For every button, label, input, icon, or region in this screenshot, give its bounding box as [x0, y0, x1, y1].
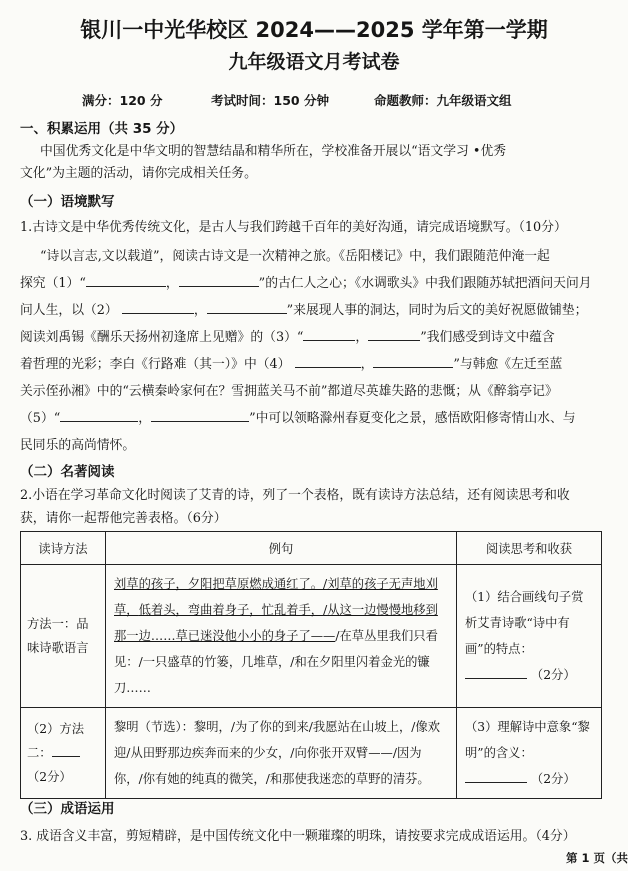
underlined-line: 刘草的孩子，夕阳把草原燃成通红了。/刘草的孩子无声地刈草，	[114, 577, 438, 617]
reflection-prompt: （1）结合画线句子赏析艾青诗歌“诗中有画”的特点：	[465, 590, 584, 656]
intro-line: 中国优秀文化是中华文明的智慧结晶和精华所在，学校准备开展以“语文学习 •优秀	[40, 144, 507, 159]
example-cell	[106, 565, 457, 708]
reflection-prompt: （3）理解诗中意象“黎明”的含义：	[465, 720, 590, 760]
answer-blank[interactable]	[303, 328, 355, 341]
answer-blank[interactable]	[373, 355, 453, 368]
method-label: （2）方法二：	[27, 722, 85, 760]
poem-text: 黎明（节选）：黎明，/为了你的到来/我愿站在山坡上，/像欢迎/从田野那边疾奔而来的少女，/向你张开双臂——/因为你，/你有她的纯真的微笑，/和那使我迷恋的草野的清芬。	[114, 720, 440, 786]
question-3: 3. 成语含义丰富，剪短精辟，是中国传统文化中一颗璀璨的明珠，请按要求完成成语运用。（4分）	[20, 829, 576, 844]
answer-blank[interactable]	[179, 274, 259, 287]
answer-blank[interactable]	[86, 274, 166, 287]
score-note: （2分）	[27, 770, 72, 784]
exam-time: 考试时间：150 分钟	[211, 93, 329, 108]
table-header: 读诗方法	[21, 532, 106, 565]
answer-blank[interactable]	[151, 409, 249, 422]
answer-blank[interactable]	[60, 409, 138, 422]
reading-methods-table	[20, 531, 602, 799]
q1-text-part: 阅读刘禹锡《酬乐天扬州初逢席上见赠》的（3）“	[20, 330, 304, 345]
q1-text-part: ”来展现人事的洞达，同时为后文的美好祝愿做铺垫；	[286, 303, 588, 318]
underlined-line: 低着头，弯曲着身子，忙乱着手，	[138, 603, 324, 617]
underlined-line: /从这一边慢慢地移到那一边……草已迷没他小小的身子了——	[114, 603, 438, 643]
q1-text: “诗以言志,文以载道”，阅读古诗文是一次精神之旅。《岳阳楼记》中，我们跟随范仲淹一起	[40, 249, 550, 264]
section-heading: （一）语境默写	[20, 194, 115, 210]
exam-setter: 命题教师：九年级语文组	[374, 93, 512, 108]
answer-blank[interactable]	[295, 355, 361, 368]
q1-text: 着哲理的光彩；李白《行路难（其一）》中（4） ， ”与韩愈《左迁至蓝	[20, 357, 563, 372]
question-2: 2.小语在学习革命文化时阅读了艾青的诗，列了一个表格，既有读诗方法总结，还有阅读思考和收	[20, 488, 570, 503]
question-2: 获，请你一起帮他完善表格。（6分）	[20, 511, 227, 526]
q1-text-part: 问人生，以（2）	[20, 303, 118, 318]
q1-text: 阅读刘禹锡《酬乐天扬州初逢席上见赠》的（3）“ ， ”我们感受到诗文中蕴含	[20, 330, 555, 345]
reflection-cell	[457, 708, 602, 799]
q1-text: 民同乐的高尚情怀。	[20, 438, 136, 453]
q1-text-part: ”的古仁人之心；《水调歌头》中我们跟随苏轼把酒问天问月	[258, 276, 592, 291]
exam-subtitle: 九年级语文月考试卷	[228, 51, 400, 73]
question-1: 1.古诗文是中华优秀传统文化，是古人与我们跨越千百年的美好沟通，请完成语境默写。（10分）	[20, 220, 567, 235]
q1-text-part: ”我们感受到诗文中蕴含	[420, 330, 555, 345]
method-cell	[21, 565, 106, 708]
page-number: 第 1 页（共	[565, 851, 628, 865]
score-note: （2分）	[530, 772, 576, 786]
intro-line: 文化”为主题的活动，请你完成相关任务。	[20, 166, 257, 181]
q1-text-part: 着哲理的光彩；李白《行路难（其一）》中（4）	[20, 357, 291, 372]
q1-text: 问人生，以（2） ， ”来展现人事的洞达，同时为后文的美好祝愿做铺垫；	[20, 303, 588, 318]
answer-blank[interactable]	[122, 301, 194, 314]
answer-blank[interactable]	[52, 744, 80, 757]
answer-blank[interactable]	[465, 666, 527, 679]
answer-blank[interactable]	[368, 328, 420, 341]
poem-text: /在草丛里我们只看见：/一只盛草的竹篓，几堆草，/和在夕阳里闪着金光的镰刀……	[114, 629, 438, 695]
table-header: 例句	[106, 532, 457, 565]
section-heading: （二）名著阅读	[20, 464, 115, 480]
method-cell	[21, 708, 106, 799]
q1-text: （5）“ ， ”中可以领略滁州春夏变化之景，感悟欧阳修寄情山水、与	[20, 411, 576, 426]
example-cell	[106, 708, 457, 799]
full-score: 满分：120 分	[82, 93, 163, 108]
q1-text-part: ”中可以领略滁州春夏变化之景，感悟欧阳修寄情山水、与	[249, 411, 576, 426]
q1-text-part: ”与韩愈《左迁至蓝	[453, 357, 563, 372]
q1-text: 探究（1）“ ， ”的古仁人之心；《水调歌头》中我们跟随苏轼把酒问天问月	[20, 276, 592, 291]
part-heading: 一、积累运用（共 35 分）	[20, 121, 184, 137]
section-heading: （三）成语运用	[20, 801, 115, 817]
q1-text-part: 探究（1）“	[20, 276, 86, 291]
table-header: 阅读思考和收获	[457, 532, 602, 565]
score-note: （2分）	[530, 668, 576, 682]
method-label: 方法一：品味诗歌语言	[27, 617, 89, 655]
q1-text: 关示侄孙湘》中的“云横秦岭家何在？雪拥蓝关马不前”都道尽英雄失路的悲慨；从《醉翁亭记》	[20, 384, 558, 399]
answer-blank[interactable]	[465, 770, 527, 783]
reflection-cell	[457, 565, 602, 708]
q1-text-part: （5）“	[20, 411, 61, 426]
exam-title: 银川一中光华校区 2024——2025 学年第一学期	[80, 18, 548, 42]
answer-blank[interactable]	[207, 301, 287, 314]
